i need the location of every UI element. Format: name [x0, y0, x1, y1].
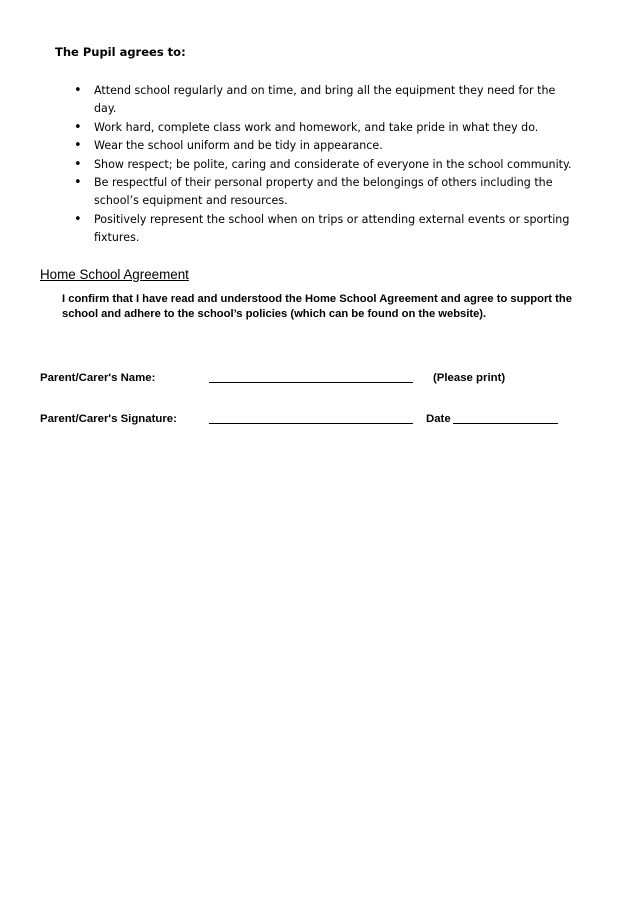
parent-signature-field[interactable]: [209, 423, 413, 424]
pupil-agreement-heading: The Pupil agrees to:: [55, 45, 186, 59]
pupil-agreement-list: [0, 82, 640, 248]
home-school-agreement-title: Home School Agreement: [40, 267, 189, 282]
date-field[interactable]: [453, 423, 558, 424]
please-print-note: (Please print): [433, 372, 506, 384]
parent-name-row: [0, 370, 640, 386]
list-item: • Show respect; be polite, caring and considerate of everyone in the school community.: [0, 156, 580, 174]
list-item: • Positively represent the school when on trips or attending external events or sporting fixtures.: [0, 211, 580, 248]
parent-signature-row: [0, 411, 640, 427]
list-item: • Attend school regularly and on time, and bring all the equipment they need for the day.: [0, 82, 580, 119]
list-item: • Work hard, complete class work and homework, and take pride in what they do.: [0, 119, 580, 137]
list-item: • Wear the school uniform and be tidy in appearance.: [0, 137, 580, 155]
parent-name-label: Parent/Carer's Name:: [40, 372, 156, 384]
parent-signature-label: Parent/Carer's Signature:: [40, 413, 177, 425]
agreement-statement: I confirm that I have read and understood the Home School Agreement and agree to support the school and adhere to the school’s policies (which can be found on the website).: [62, 293, 572, 320]
parent-name-field[interactable]: [209, 382, 413, 383]
date-label: Date: [426, 413, 451, 425]
list-item: • Be respectful of their personal property and the belongings of others including the school’s equipment and resources.: [0, 174, 580, 211]
